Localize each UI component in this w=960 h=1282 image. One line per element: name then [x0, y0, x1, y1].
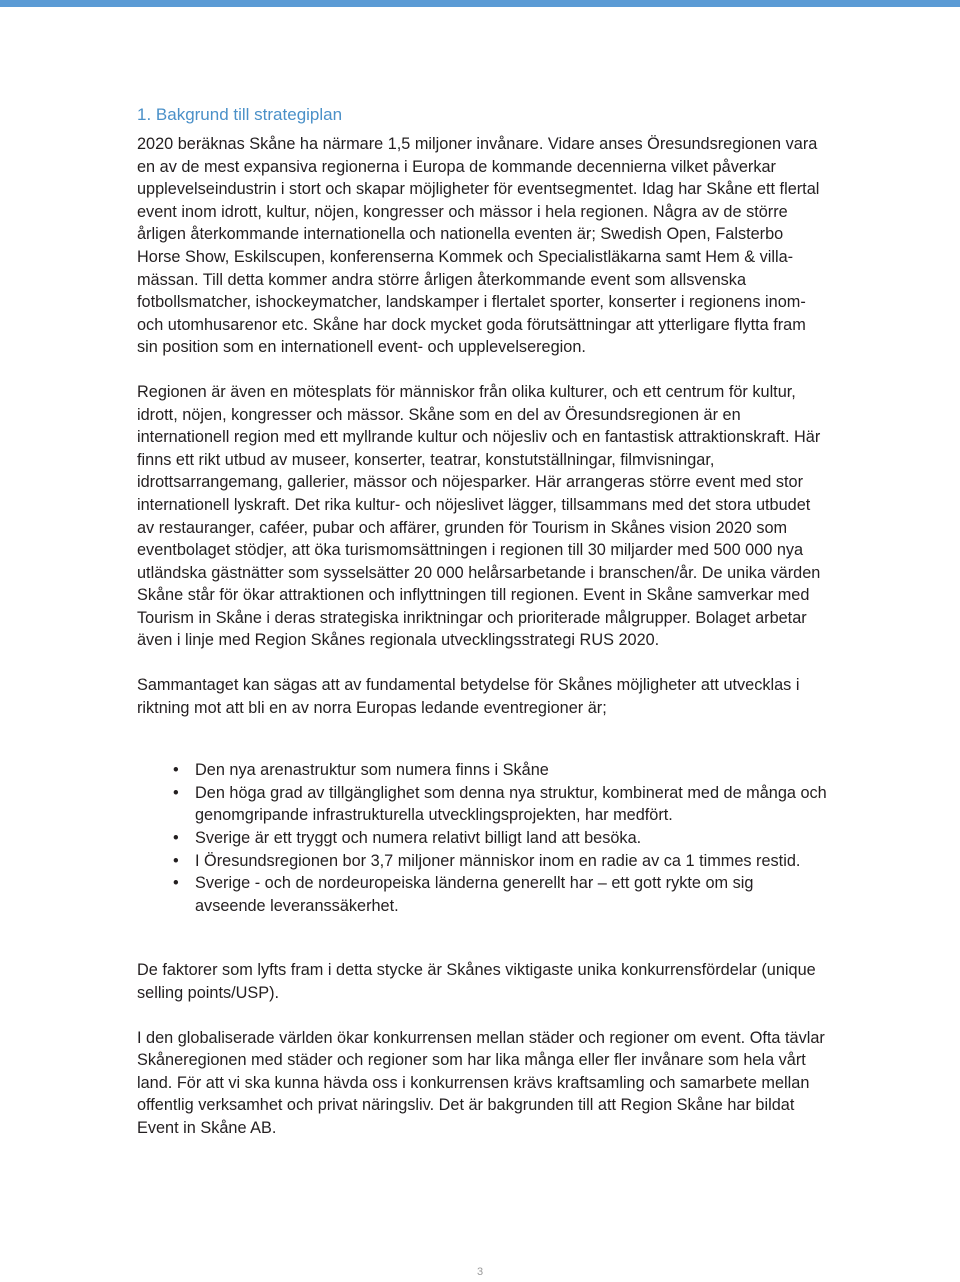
paragraph-usp: De faktorer som lyfts fram i detta stycke är Skånes viktigaste unika konkurrensfördelar (unique selling points/USP). — [137, 961, 816, 1002]
page-number: 3 — [476, 1266, 484, 1278]
paragraph-summary: Sammantaget kan sägas att av fundamental betydelse för Skånes möjligheter att utvecklas i riktning mot att bli en av norra Europas ledande eventregioner är; — [137, 676, 800, 717]
bullet-icon: • — [173, 874, 179, 893]
paragraph-region: Regionen är även en mötesplats för människor från olika kulturer, och ett centrum för kultur, idrott, nöjen, kongresser och mässor. Skåne som en del av Öresundsregionen är en internationell region med ett myllrande kultur och nöjesliv och en fantastisk attraktionskraft. Här finns ett rikt utbud av museer, konserter, teatrar, konstutställningar, filmvisningar, idrottsarrangemang, gallerier, mässor och nöjesparker. Här arrangeras större event med stor internationell lyskraft. Det rika kultur- och nöjeslivet lägger, tillsammans med det stora utbudet av restauranger, caféer, pubar och affärer, grunden för Tourism in Skånes vision 2020 som eventbolaget stödjer, att öka turismomsättningen i regionen till 30 miljarder med 500 000 nya utländska gästnätter som sysselsätter 20 000 helårsarbetande i branschen/år. De unika värden Skåne står för ökar attraktionen och inflyttningen till regionen. Event in Skåne samverkar med Tourism in Skåne i deras strategiska inriktningar och prioriterade målgrupper. Bolaget arbetar även i linje med Region Skånes regionala utvecklingsstrategi RUS 2020. — [137, 382, 821, 650]
list-item-text: I Öresundsregionen bor 3,7 miljoner människor inom en radie av ca 1 timmes restid. — [195, 851, 801, 870]
section-heading: 1. Bakgrund till strategiplan — [137, 105, 343, 124]
bullet-icon: • — [173, 783, 179, 802]
list-item — [137, 759, 827, 782]
list-item — [137, 827, 827, 850]
document-body — [137, 103, 827, 1140]
list-item-text: Sverige är ett tryggt och numera relativt billigt land att besöka. — [195, 829, 642, 848]
bullet-icon: • — [173, 761, 179, 780]
bullet-icon: • — [173, 851, 179, 870]
usp-bullet-list — [137, 759, 827, 917]
list-item-text: Den höga grad av tillgänglighet som denna nya struktur, kombinerat med de många och genomgripande infrastrukturella utvecklingsprojekten, har medfört. — [195, 783, 827, 825]
list-item-text: Den nya arenastruktur som numera finns i Skåne — [195, 761, 549, 780]
list-item — [137, 782, 827, 827]
paragraph-background: 2020 beräknas Skåne ha närmare 1,5 miljoner invånare. Vidare anses Öresundsregionen vara en av de mest expansiva regionerna i Europa de kommande decennierna vilket påverkar upplevelseindustrin i stort och skapar möjligheter för eventsegmentet. Idag har Skåne ett flertal event inom idrott, kultur, nöjen, kongresser och mässor i hela regionen. Några av de större årligen återkommande internationella och nationella eventen är; Swedish Open, Falsterbo Horse Show, Eskilscupen, konferenserna Kommek och Specialistläkarna samt Hem & villa-mässan. Till detta kommer andra större årligen återkommande event som allsvenska fotbollsmatcher, ishockeymatcher, landskamper i flertalet sporter, konserter i regionens inom- och utomhusarenor etc. Skåne har dock mycket goda förutsättningar att ytterligare flytta fram sin position som en internationell event- och upplevelseregion. — [137, 135, 820, 357]
top-accent-bar — [0, 0, 960, 7]
list-item-text: Sverige - och de nordeuropeiska länderna generellt har – ett gott rykte om sig avseende leveranssäkerhet. — [195, 874, 754, 915]
list-item — [137, 872, 827, 917]
paragraph-competition: I den globaliserade världen ökar konkurrensen mellan städer och regioner om event. Ofta tävlar Skåneregionen med städer och regioner som har lika många eller fler invånare som hela vårt land. För att vi ska kunna hävda oss i konkurrensen krävs kraftsamling och samarbete mellan offentlig verksamhet och privat näringsliv. Det är bakgrunden till att Region Skåne har bildat Event in Skåne AB. — [137, 1028, 825, 1137]
bullet-icon: • — [173, 829, 179, 848]
list-item — [137, 850, 827, 873]
